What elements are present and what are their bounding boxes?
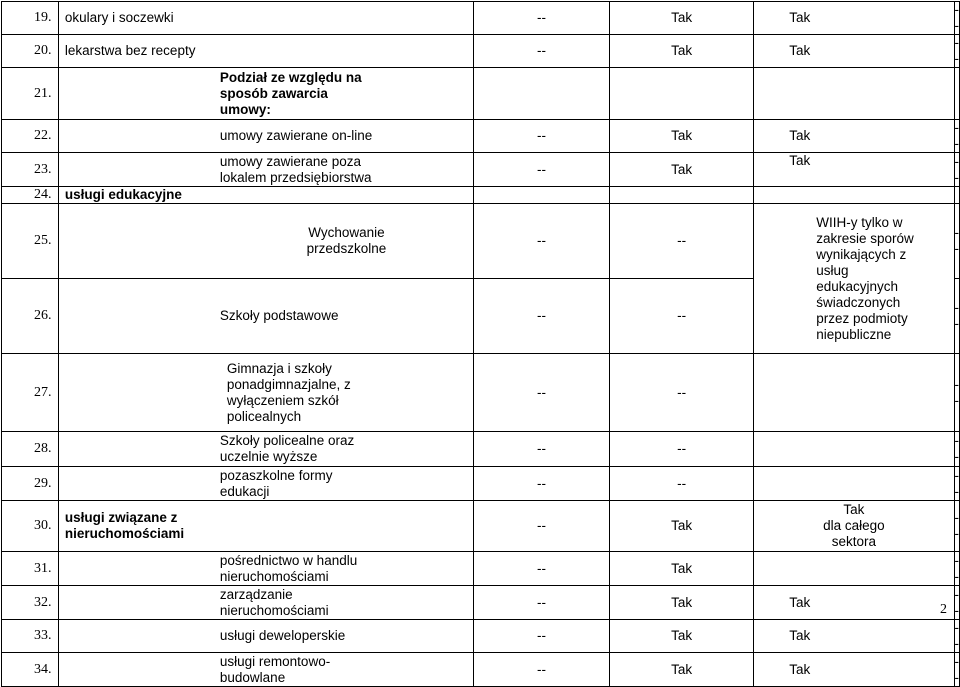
cell-value: Tak — [754, 120, 954, 153]
row-label-text: Wychowanie przedszkolne — [306, 225, 387, 256]
cell-empty — [754, 68, 954, 120]
section-heading: Podział ze względu na sposób zawarcia umowy: — [58, 68, 473, 120]
row-number: 28. — [2, 432, 59, 467]
row-label: lekarstwa bez recepty — [58, 35, 473, 68]
table-row — [2, 552, 960, 586]
table-row — [2, 653, 960, 687]
section-heading: usługi związane z nieruchomościami — [58, 501, 473, 552]
cell-value: -- — [474, 467, 610, 501]
cell-value: -- — [474, 204, 610, 279]
cell-empty — [754, 432, 954, 467]
cell-value: -- — [954, 279, 960, 354]
table-row — [2, 501, 960, 552]
cell-value: -- — [954, 204, 960, 279]
cell-value: -- — [954, 2, 959, 33]
cell-empty — [754, 552, 954, 586]
cell-value: -- — [474, 35, 610, 68]
cell-empty — [754, 467, 954, 501]
cell-value: Tak — [610, 501, 754, 552]
cell-value: -- — [474, 2, 610, 35]
cell-value: Tak — [610, 586, 754, 620]
table-row — [2, 68, 960, 120]
cell-value: Tak — [754, 2, 954, 35]
cell-value: -- — [474, 432, 610, 467]
cell-value: -- — [954, 354, 960, 432]
cell-value: -- — [474, 501, 610, 552]
cell-value: -- — [954, 586, 959, 618]
cell-value: Tak — [610, 153, 754, 187]
cell-value: -- — [474, 279, 610, 354]
table-row — [2, 120, 960, 153]
cell-note: WIIH-y tylko w zakresie sporów wynikających z usług edukacyjnych świadczonych przez podmioty niepubliczne — [754, 204, 954, 354]
row-label: umowy zawierane on-line — [58, 120, 473, 153]
row-number: 33. — [2, 620, 59, 653]
row-label: usługi deweloperskie — [58, 620, 473, 653]
row-label: Gimnazja i szkoły ponadgimnazjalne, z wyłączeniem szkół policealnych — [58, 354, 473, 432]
cell-value: -- — [954, 501, 960, 552]
cell-value: -- — [954, 35, 959, 66]
cell-value: Tak — [610, 552, 754, 586]
row-label: okulary i soczewki — [58, 2, 473, 35]
cell-value: -- — [474, 120, 610, 153]
cell-empty — [754, 354, 954, 432]
cell-empty — [610, 68, 754, 120]
table-row — [2, 432, 960, 467]
cell-value: -- — [474, 653, 610, 687]
row-label — [58, 204, 473, 279]
cell-value: -- — [610, 204, 754, 279]
cell-empty — [610, 187, 754, 204]
cell-value: -- — [954, 120, 959, 151]
table-row — [2, 620, 960, 653]
table-row — [2, 354, 960, 432]
cell-value: -- — [474, 354, 610, 432]
cell-value: Tak — [610, 653, 754, 687]
row-number: 19. — [2, 2, 59, 35]
row-number: 31. — [2, 552, 59, 586]
row-number: 22. — [2, 120, 59, 153]
cell-empty — [474, 187, 610, 204]
row-number: 34. — [2, 653, 59, 687]
row-label: umowy zawierane poza lokalem przedsiębiorstwa — [58, 153, 473, 187]
row-number: 23. — [2, 153, 59, 187]
cell-value: -- — [954, 432, 960, 467]
cell-value: -- — [610, 279, 754, 354]
row-number: 27. — [2, 354, 59, 432]
cell-value: -- — [954, 620, 959, 651]
cell-value: -- — [474, 620, 610, 653]
row-label: zarządzanie nieruchomościami — [58, 586, 473, 620]
cell-value: Tak — [754, 620, 954, 653]
cell-value: -- — [610, 467, 754, 501]
cell-value: Tak — [610, 120, 754, 153]
table-row — [2, 586, 960, 620]
cell-value: Tak — [754, 653, 954, 687]
cell-value: Tak — [610, 2, 754, 35]
row-number: 21. — [2, 68, 59, 120]
cell-empty — [954, 187, 960, 204]
cell-value: -- — [474, 586, 610, 620]
row-label: usługi remontowo- budowlane — [58, 653, 473, 687]
cell-value: -- — [610, 354, 754, 432]
table-row — [2, 187, 960, 204]
table-row — [2, 35, 960, 68]
cell-value: Tak — [610, 35, 754, 68]
cell-value: -- — [610, 432, 754, 467]
cell-empty — [474, 68, 610, 120]
row-number: 29. — [2, 467, 59, 501]
row-number: 30. — [2, 501, 59, 552]
row-number: 32. — [2, 586, 59, 620]
row-number: 26. — [2, 279, 59, 354]
cell-value: -- — [474, 153, 610, 187]
table-row — [2, 153, 960, 187]
table-row — [2, 467, 960, 501]
cell-value: -- — [474, 552, 610, 586]
section-heading: usługi edukacyjne — [58, 187, 473, 204]
cell-empty — [954, 68, 960, 120]
comparison-table — [1, 1, 960, 687]
row-label: Szkoły policealne oraz uczelnie wyższe — [58, 432, 473, 467]
row-number: 24. — [2, 187, 59, 204]
table-row — [2, 204, 960, 279]
row-label: pośrednictwo w handlu nieruchomościami — [58, 552, 473, 586]
row-number: 20. — [2, 35, 59, 68]
row-label: pozaszkolne formy edukacji — [58, 467, 473, 501]
cell-value: Tak — [610, 620, 754, 653]
cell-empty — [754, 187, 954, 204]
cell-value: Tak — [754, 586, 954, 620]
cell-value: -- — [954, 467, 959, 499]
row-label: Szkoły podstawowe — [58, 279, 473, 354]
cell-value: -- — [954, 653, 959, 685]
cell-value: -- — [954, 153, 959, 185]
cell-value: Tak dla całego sektora — [754, 501, 954, 552]
cell-value: Tak — [754, 153, 954, 187]
table-row — [2, 2, 960, 35]
page-number: 2 — [940, 602, 947, 617]
cell-value: -- — [954, 552, 959, 584]
row-number: 25. — [2, 204, 59, 279]
cell-value: Tak — [754, 35, 954, 68]
